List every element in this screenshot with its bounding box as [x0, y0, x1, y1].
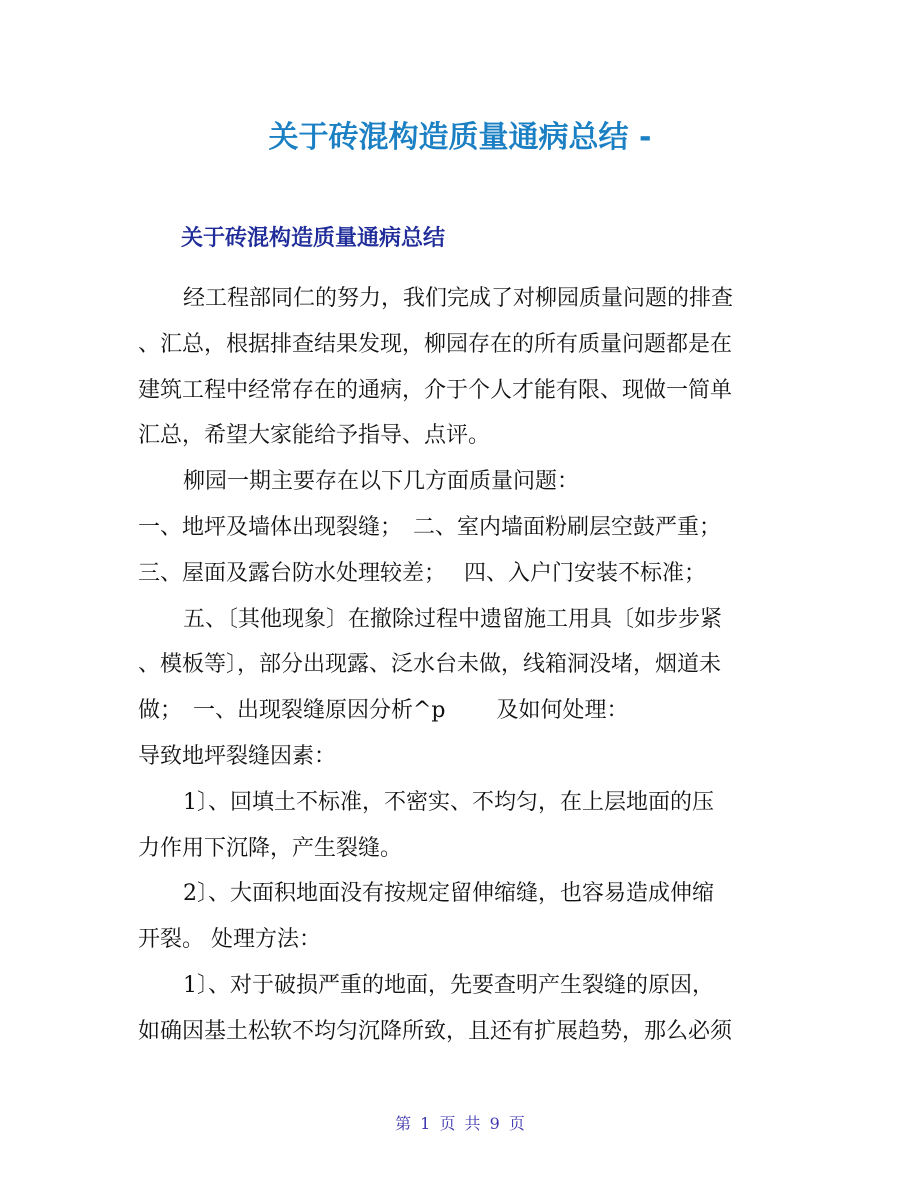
body-line: 导致地坪裂缝因素： — [138, 743, 337, 769]
body-line: 柳园一期主要存在以下几方面质量问题： — [183, 469, 580, 495]
body-line: 开裂。 处理方法： — [138, 927, 321, 953]
body-line: 五、〔其他现象〕在撤除过程中遗留施工用具〔如步步紧 — [183, 606, 723, 632]
body-line: 建筑工程中经常存在的通病，介于个人才能有限、现做一简单 — [138, 377, 733, 403]
body-line: 做； 一、出现裂缝原因分析^p 及如何处理： — [138, 698, 629, 724]
body-line: 1〕、回填土不标准，不密实、不均匀，在上层地面的压 — [183, 789, 714, 815]
body-line: 力作用下沉降，产生裂缝。 — [138, 835, 403, 861]
document-title: 关于砖混构造质量通病总结 - — [268, 120, 652, 155]
body-line: 、模板等〕，部分出现露、泛水台未做，线箱洞没堵，烟道未 — [138, 652, 722, 678]
body-line: 经工程部同仁的努力，我们完成了对柳园质量问题的排查 — [183, 286, 734, 311]
document-body — [138, 276, 788, 1055]
body-line: 三、屋面及露台防水处理较差； 四、入户门安装不标准； — [138, 560, 706, 586]
page-footer: 第 1 页 共 9 页 — [395, 1114, 525, 1133]
body-line: 、汇总，根据排查结果发现，柳园存在的所有质量问题都是在 — [138, 331, 733, 357]
body-line: 1〕、对于破损严重的地面，先要查明产生裂缝的原因， — [183, 972, 714, 998]
body-line: 2〕、大面积地面没有按规定留伸缩缝，也容易造成伸缩 — [183, 881, 714, 907]
body-line: 汇总，希望大家能给予指导、点评。 — [138, 423, 491, 449]
body-line: 如确因基土松软不均匀沉降所致，且还有扩展趋势，那么必须 — [138, 1018, 733, 1044]
body-line: 一、地坪及墙体出现裂缝； 二、室内墙面粉刷层空鼓严重； — [138, 514, 722, 540]
document-subtitle: 关于砖混构造质量通病总结 — [181, 226, 446, 251]
